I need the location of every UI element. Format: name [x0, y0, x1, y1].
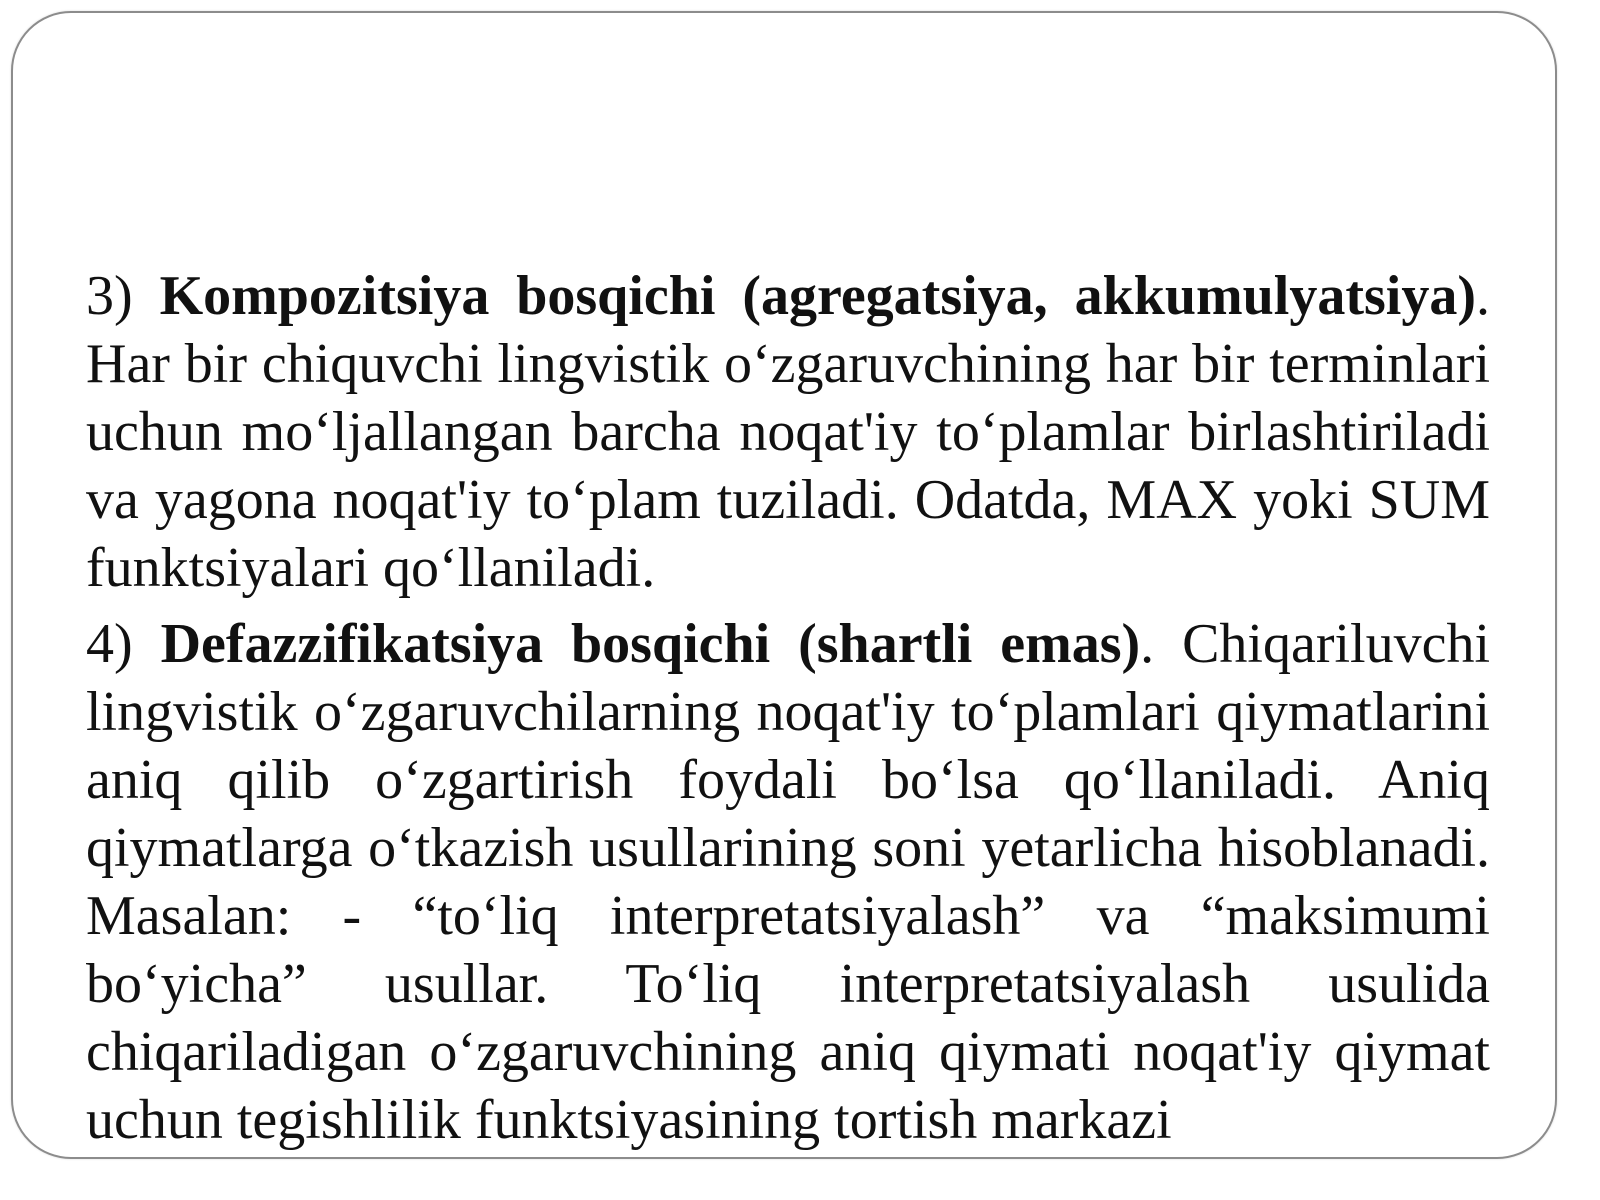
paragraph-heading: Defazzifikatsiya bosqichi (shartli emas): [160, 613, 1141, 675]
paragraph-3: [86, 262, 1490, 602]
paragraph-number: 4): [86, 613, 133, 675]
heading-separator: .: [1140, 613, 1155, 675]
paragraph-4: [86, 610, 1490, 1154]
slide-content: [86, 262, 1490, 1162]
paragraph-body: Har bir chiquvchi lingvistik o‘zgaruvchining har bir terminlari uchun mo‘ljallangan barcha noqat'iy to‘plamlar birlashtiriladi va yagona noqat'iy to‘plam tuziladi. Odatda, MAX yoki SUM funktsiyalari qo‘llaniladi.: [86, 333, 1490, 599]
heading-separator: .: [1476, 265, 1491, 327]
paragraph-number: 3): [86, 265, 133, 327]
paragraph-body: Chiqariluvchi lingvistik o‘zgaruvchilarning noqat'iy to‘plamlari qiymatlarini aniq qilib o‘zgartirish foydali bo‘lsa qo‘llaniladi. Aniq qiymatlarga o‘tkazish usullarining soni yetarlicha hisoblanadi. Masalan: - “to‘liq interpretatsiyalash” va “maksimumi bo‘yicha” usullar. To‘liq interpretatsiyalash usulida chiqariladigan o‘zgaruvchining aniq qiymati noqat'iy qiymat uchun tegishlilik funktsiyasining tortish markazi: [86, 613, 1491, 1151]
paragraph-heading: Kompozitsiya bosqichi (agregatsiya, akkumulyatsiya): [159, 265, 1477, 327]
